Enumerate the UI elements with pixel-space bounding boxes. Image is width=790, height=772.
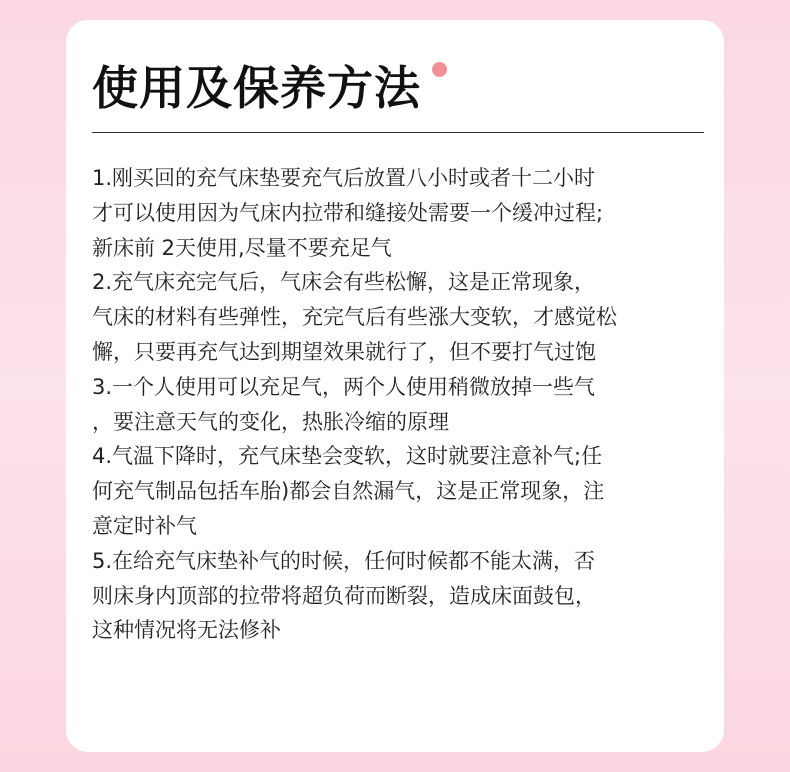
page-title: 使用及保养方法 [92, 61, 421, 115]
text-line: ，要注意天气的变化，热胀冷缩的原理 [92, 409, 449, 434]
text-line: 5.在给充气床垫补气的时候，任何时候都不能太满，否 [92, 548, 596, 573]
text-line: 2.充气床充完气后，气床会有些松懈，这是正常现象， [92, 270, 596, 295]
text-line: 这种情况将无法修补 [92, 618, 281, 643]
text-line: 则床身内顶部的拉带将超负荷而断裂，造成床面鼓包， [92, 583, 596, 608]
text-line: 3.一个人使用可以充足气，两个人使用稍微放掉一些气 [92, 374, 596, 399]
text-line: 1.刚买回的充气床垫要充气后放置八小时或者十二小时 [92, 166, 596, 190]
text-line: 气床的材料有些弹性，充完气后有些涨大变软，才感觉松 [92, 305, 617, 330]
instructions-text [92, 161, 722, 648]
text-line: 意定时补气 [92, 513, 197, 538]
title-divider [92, 132, 704, 133]
text-line: 何充气制品包括车胎)都会自然漏气，这是正常现象，注 [92, 479, 605, 504]
instructions-card [66, 20, 724, 752]
text-line: 才可以使用因为气床内拉带和缝接处需要一个缓冲过程; [92, 200, 604, 225]
title-block [92, 58, 421, 118]
text-line: 4.气温下降时，充气床垫会变软，这时就要注意补气;任 [92, 444, 603, 469]
text-line: 懈，只要再充气达到期望效果就行了，但不要打气过饱 [92, 339, 596, 364]
text-line: 新床前 2天使用,尽量不要充足气 [92, 235, 392, 260]
accent-dot-icon [432, 62, 447, 77]
